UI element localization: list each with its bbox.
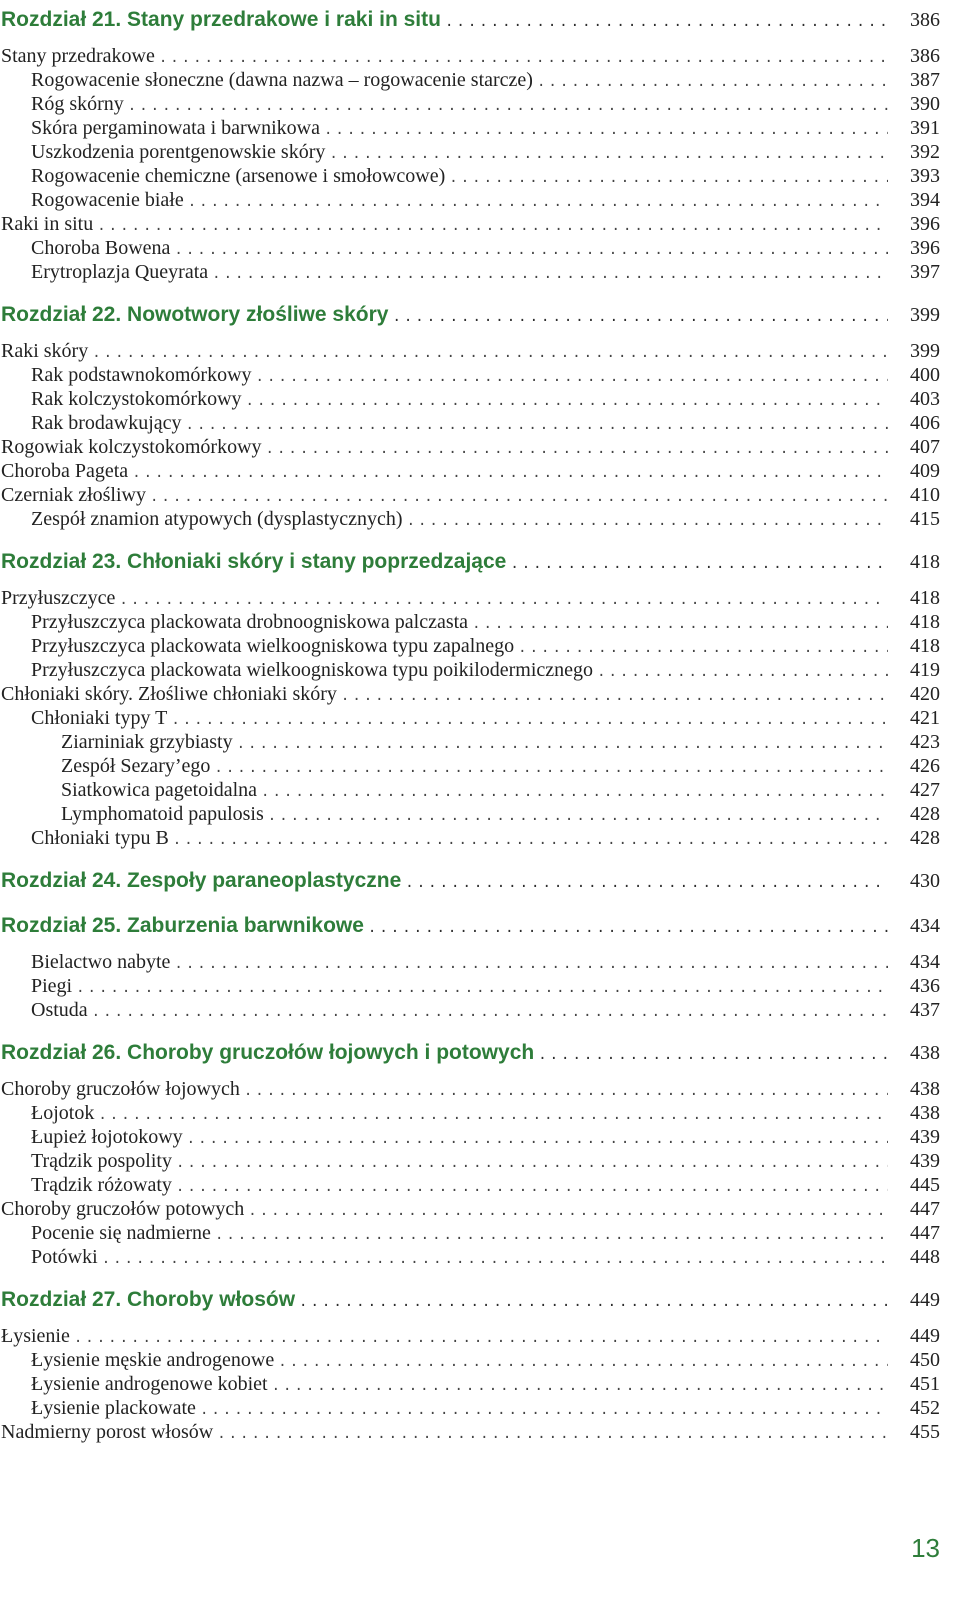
entry-page: 407 (910, 436, 940, 458)
chapter-24 (0, 867, 960, 895)
entry-label: Piegi (31, 975, 73, 997)
entry-label: Nadmierny porost włosów (1, 1421, 214, 1443)
toc-entry[interactable] (0, 1221, 960, 1245)
leader-dots (256, 365, 888, 389)
toc-entry[interactable] (0, 236, 960, 260)
leader-dots (268, 804, 888, 828)
entry-page: 436 (910, 975, 940, 997)
entry-label: Chłoniaki typu B (31, 827, 169, 849)
toc-entry[interactable] (0, 634, 960, 658)
chapter-page: 386 (910, 9, 940, 31)
entry-label: Siatkowica pagetoidalna (61, 779, 258, 801)
entry-page: 452 (910, 1397, 940, 1419)
chapter-25 (0, 912, 960, 1022)
entry-page: 406 (910, 412, 940, 434)
entry-page: 418 (910, 587, 940, 609)
chapter-heading[interactable] (0, 548, 960, 576)
entry-page: 451 (910, 1373, 940, 1395)
chapter-page: 434 (910, 915, 940, 937)
chapter-heading[interactable] (0, 1039, 960, 1067)
entry-page: 448 (910, 1246, 940, 1268)
entry-label: Erytroplazja Queyrata (31, 261, 209, 283)
chapter-page: 399 (910, 304, 940, 326)
toc-entry[interactable] (0, 483, 960, 507)
entry-page: 434 (910, 951, 940, 973)
entry-label: Skóra pergaminowata i barwnikowa (31, 117, 320, 139)
toc-entry[interactable] (0, 1324, 960, 1348)
entry-label: Stany przedrakowe (1, 45, 155, 67)
leader-dots (449, 166, 888, 190)
page-number: 13 (911, 1533, 940, 1563)
entry-label: Zespół Sezary’ego (61, 755, 211, 777)
leader-dots (272, 1374, 888, 1398)
entry-label: Ziarniniak grzybiasty (61, 731, 233, 753)
chapter-26 (0, 1039, 960, 1269)
leader-dots (171, 708, 888, 732)
entry-page: 439 (910, 1126, 940, 1148)
leader-dots (261, 780, 888, 804)
chapter-heading[interactable] (0, 6, 960, 34)
toc-entry[interactable] (0, 1420, 960, 1444)
entry-label: Rogowacenie chemiczne (arsenowe i smołowcowe) (31, 165, 446, 187)
leader-dots (176, 1151, 888, 1175)
toc-entry[interactable] (0, 1173, 960, 1197)
toc-entry[interactable] (0, 1125, 960, 1149)
entry-label: Choroby gruczołów potowych (1, 1198, 245, 1220)
entry-page: 438 (910, 1102, 940, 1124)
chapter-23 (0, 548, 960, 850)
entry-page: 392 (910, 141, 940, 163)
entry-page: 387 (910, 69, 940, 91)
toc-entry[interactable] (0, 92, 960, 116)
entry-label: Rogowiak kolczystokomórkowy (1, 436, 262, 458)
entry-label: Rak brodawkujący (31, 412, 182, 434)
chapter-title: Rozdział 21. Stany przedrakowe i raki in situ (1, 8, 441, 31)
entry-page: 403 (910, 388, 940, 410)
toc-entry[interactable] (0, 826, 960, 850)
chapter-heading[interactable] (0, 912, 960, 940)
chapter-27 (0, 1286, 960, 1444)
leader-dots (214, 756, 888, 780)
leader-dots (119, 588, 888, 612)
chapter-title: Rozdział 26. Choroby gruczołów łojowych i potowych (1, 1041, 535, 1064)
entry-label: Raki skóry (1, 340, 89, 362)
chapter-page: 418 (910, 551, 940, 573)
leader-dots (174, 238, 888, 262)
entry-page: 418 (910, 635, 940, 657)
entry-page: 415 (910, 508, 940, 530)
leader-dots (392, 303, 888, 331)
entry-page: 438 (910, 1078, 940, 1100)
entry-page: 421 (910, 707, 940, 729)
leader-dots (174, 952, 888, 976)
toc-entry[interactable] (0, 706, 960, 730)
toc-entry[interactable] (0, 974, 960, 998)
toc-entry[interactable] (0, 586, 960, 610)
leader-dots (97, 214, 888, 238)
leader-dots (74, 1326, 888, 1350)
chapter-21 (0, 6, 960, 284)
entry-label: Rogowacenie białe (31, 189, 184, 211)
entry-page: 409 (910, 460, 940, 482)
leader-dots (173, 828, 888, 852)
toc-entry[interactable] (0, 435, 960, 459)
entry-label: Potówki (31, 1246, 98, 1268)
toc-entry[interactable] (0, 950, 960, 974)
toc-entry[interactable] (0, 802, 960, 826)
toc-entry[interactable] (0, 68, 960, 92)
leader-dots (159, 46, 888, 70)
chapter-22 (0, 301, 960, 531)
toc-entry[interactable] (0, 1396, 960, 1420)
chapter-title: Rozdział 25. Zaburzenia barwnikowe (1, 914, 364, 937)
entry-label: Przyłuszczyca plackowata wielkoogniskowa typu poikilodermicznego (31, 659, 594, 681)
entry-label: Raki in situ (1, 213, 94, 235)
chapter-title: Rozdział 22. Nowotwory złośliwe skóry (1, 303, 389, 326)
entry-page: 394 (910, 189, 940, 211)
entry-page: 450 (910, 1349, 940, 1371)
entry-page: 449 (910, 1325, 940, 1347)
leader-dots (510, 550, 888, 578)
entry-page: 437 (910, 999, 940, 1021)
entry-page: 447 (910, 1222, 940, 1244)
entry-label: Łysienie (1, 1325, 70, 1347)
entry-label: Łojotok (31, 1102, 95, 1124)
leader-dots (188, 190, 888, 214)
entry-page: 439 (910, 1150, 940, 1172)
entry-label: Lymphomatoid papulosis (61, 803, 264, 825)
toc-entry[interactable] (0, 1245, 960, 1269)
leader-dots (215, 1223, 888, 1247)
leader-dots (248, 1199, 888, 1223)
table-of-contents (0, 6, 960, 1461)
leader-dots (200, 1398, 888, 1422)
entry-label: Czerniak złośliwy (1, 484, 146, 506)
entry-label: Łysienie plackowate (31, 1397, 196, 1419)
entry-label: Choroba Pageta (1, 460, 129, 482)
entry-page: 396 (910, 213, 940, 235)
entry-label: Przyłuszczyca plackowata drobnoogniskowa palczasta (31, 611, 469, 633)
chapter-page: 430 (910, 870, 940, 892)
entry-page: 427 (910, 779, 940, 801)
chapter-heading[interactable] (0, 301, 960, 329)
leader-dots (128, 94, 888, 118)
entry-label: Łysienie androgenowe kobiet (31, 1373, 268, 1395)
leader-dots (98, 1103, 888, 1127)
chapter-heading[interactable] (0, 867, 960, 895)
chapter-title: Rozdział 23. Chłoniaki skóry i stany poprzedzające (1, 550, 507, 573)
entry-page: 410 (910, 484, 940, 506)
entry-page: 423 (910, 731, 940, 753)
leader-dots (518, 636, 888, 660)
leader-dots (132, 461, 888, 485)
entry-page: 428 (910, 803, 940, 825)
entry-label: Chłoniaki skóry. Złośliwe chłoniaki skóry (1, 683, 337, 705)
leader-dots (217, 1422, 888, 1446)
entry-label: Choroby gruczołów łojowych (1, 1078, 240, 1100)
toc-entry[interactable] (0, 1348, 960, 1372)
leader-dots (597, 660, 888, 684)
entry-label: Łysienie męskie androgenowe (31, 1349, 275, 1371)
leader-dots (150, 485, 888, 509)
leader-dots (186, 413, 888, 437)
leader-dots (92, 341, 888, 365)
entry-page: 390 (910, 93, 940, 115)
entry-label: Uszkodzenia porentgenowskie skóry (31, 141, 326, 163)
leader-dots (246, 389, 888, 413)
leader-dots (76, 976, 888, 1000)
entry-page: 399 (910, 340, 940, 362)
toc-entry[interactable] (0, 212, 960, 236)
leader-dots (176, 1175, 888, 1199)
entry-page: 391 (910, 117, 940, 139)
leader-dots (212, 262, 888, 286)
chapter-page: 438 (910, 1042, 940, 1064)
entry-label: Rogowacenie słoneczne (dawna nazwa – rogowacenie starcze) (31, 69, 533, 91)
toc-entry[interactable] (0, 682, 960, 706)
toc-entry[interactable] (0, 730, 960, 754)
toc-entry[interactable] (0, 260, 960, 284)
leader-dots (92, 1000, 888, 1024)
leader-dots (237, 732, 888, 756)
toc-entry[interactable] (0, 164, 960, 188)
toc-entry[interactable] (0, 658, 960, 682)
leader-dots (278, 1350, 888, 1374)
leader-dots (407, 509, 888, 533)
toc-entry[interactable] (0, 363, 960, 387)
leader-dots (324, 118, 888, 142)
leader-dots (244, 1079, 888, 1103)
leader-dots (538, 1041, 888, 1069)
entry-label: Przyłuszczyca plackowata wielkoogniskowa typu zapalnego (31, 635, 515, 657)
toc-entry[interactable] (0, 778, 960, 802)
toc-entry[interactable] (0, 459, 960, 483)
toc-entry[interactable] (0, 754, 960, 778)
entry-label: Pocenie się nadmierne (31, 1222, 211, 1244)
entry-page: 455 (910, 1421, 940, 1443)
leader-dots (472, 612, 888, 636)
entry-page: 426 (910, 755, 940, 777)
entry-page: 386 (910, 45, 940, 67)
leader-dots (537, 70, 888, 94)
toc-entry[interactable] (0, 1197, 960, 1221)
toc-entry[interactable] (0, 1372, 960, 1396)
chapter-title: Rozdział 24. Zespoły paraneoplastyczne (1, 869, 402, 892)
leader-dots (405, 869, 888, 897)
entry-label: Chłoniaki typy T (31, 707, 168, 729)
toc-entry[interactable] (0, 387, 960, 411)
entry-page: 445 (910, 1174, 940, 1196)
toc-entry[interactable] (0, 1101, 960, 1125)
entry-page: 396 (910, 237, 940, 259)
entry-page: 428 (910, 827, 940, 849)
entry-label: Rak kolczystokomórkowy (31, 388, 242, 410)
entry-page: 400 (910, 364, 940, 386)
entry-page: 393 (910, 165, 940, 187)
leader-dots (445, 8, 888, 36)
chapter-title: Rozdział 27. Choroby włosów (1, 1288, 296, 1311)
leader-dots (102, 1247, 888, 1271)
leader-dots (368, 914, 888, 942)
entry-label: Choroba Bowena (31, 237, 171, 259)
chapter-heading[interactable] (0, 1286, 960, 1314)
toc-entry[interactable] (0, 116, 960, 140)
toc-entry[interactable] (0, 188, 960, 212)
entry-label: Przyłuszczyce (1, 587, 116, 609)
entry-label: Trądzik różowaty (31, 1174, 172, 1196)
toc-entry[interactable] (0, 1077, 960, 1101)
toc-entry[interactable] (0, 507, 960, 531)
chapter-page: 449 (910, 1289, 940, 1311)
toc-entry[interactable] (0, 1149, 960, 1173)
entry-page: 419 (910, 659, 940, 681)
entry-label: Zespół znamion atypowych (dysplastycznych) (31, 508, 403, 530)
entry-label: Trądzik pospolity (31, 1150, 172, 1172)
entry-label: Ostuda (31, 999, 88, 1021)
entry-page: 397 (910, 261, 940, 283)
entry-label: Róg skórny (31, 93, 124, 115)
leader-dots (266, 437, 888, 461)
toc-entry[interactable] (0, 44, 960, 68)
leader-dots (329, 142, 888, 166)
entry-page: 418 (910, 611, 940, 633)
entry-label: Rak podstawnokomórkowy (31, 364, 252, 386)
toc-entry[interactable] (0, 411, 960, 435)
toc-entry[interactable] (0, 610, 960, 634)
leader-dots (299, 1288, 888, 1316)
entry-label: Bielactwo nabyte (31, 951, 171, 973)
leader-dots (187, 1127, 888, 1151)
toc-entry[interactable] (0, 339, 960, 363)
leader-dots (341, 684, 888, 708)
toc-entry[interactable] (0, 140, 960, 164)
toc-entry[interactable] (0, 998, 960, 1022)
entry-label: Łupież łojotokowy (31, 1126, 183, 1148)
entry-page: 447 (910, 1198, 940, 1220)
entry-page: 420 (910, 683, 940, 705)
